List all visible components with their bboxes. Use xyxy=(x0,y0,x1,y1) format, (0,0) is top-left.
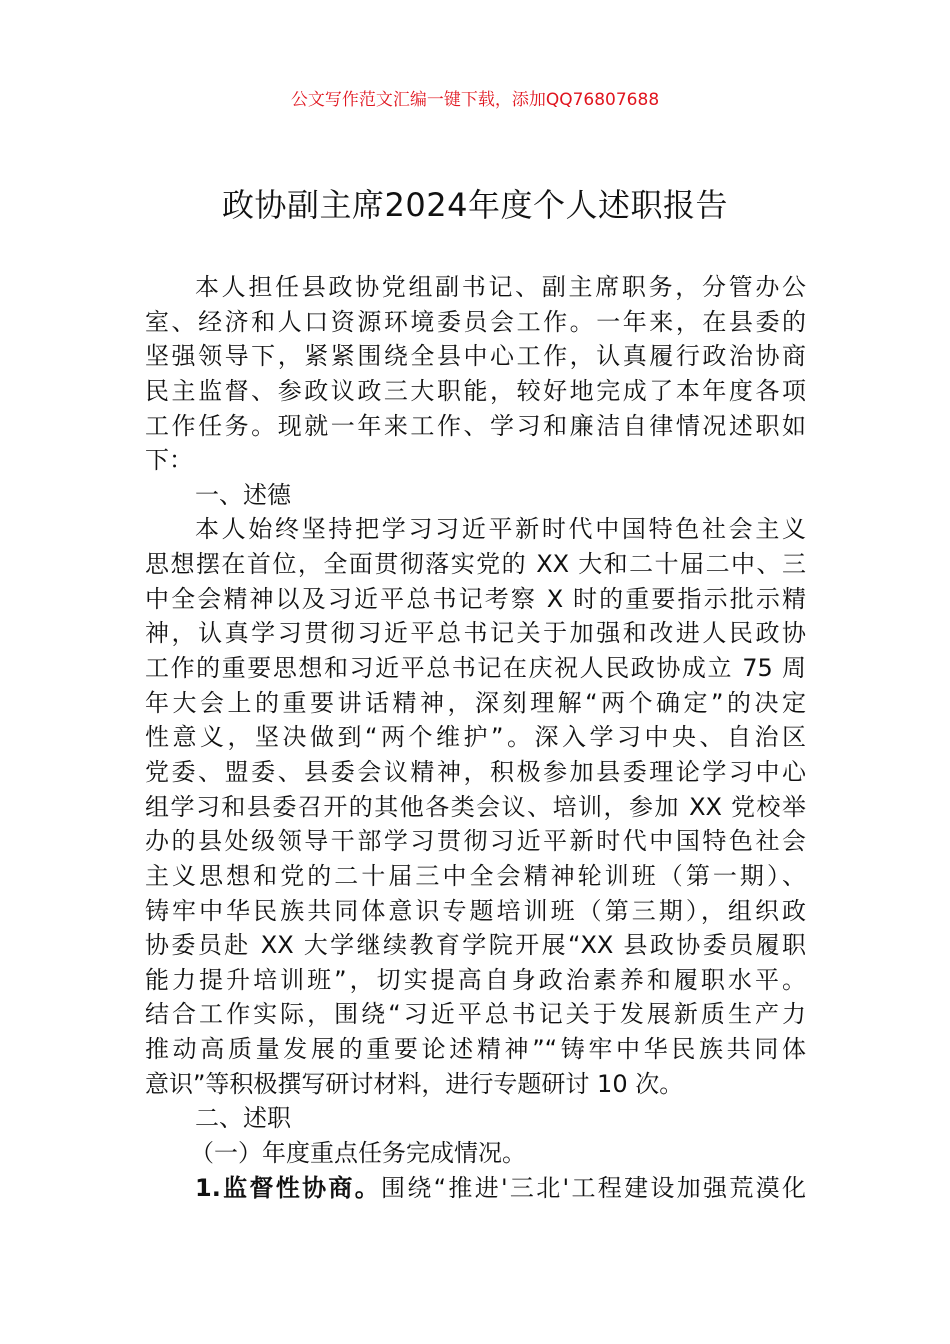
text-line: 下： xyxy=(145,446,193,475)
text-line: 能力提升培训班”，切实提高自身政治素养和履职水平。 xyxy=(145,965,806,994)
item-title: 1.监督性协商。 xyxy=(195,1173,382,1202)
text-line: 推动高质量发展的重要论述精神”“铸牢中华民族共同体 xyxy=(145,1035,806,1064)
section-heading: 一、述德 xyxy=(195,480,291,509)
download-banner: 公文写作范文汇编一键下载，添加QQ76807688 xyxy=(290,90,660,110)
text-line: 工作任务。现就一年来工作、学习和廉洁自律情况述职如 xyxy=(145,411,806,440)
text-line: 坚强领导下，紧紧围绕全县中心工作，认真履行政治协商 xyxy=(145,342,806,371)
text-line: 年大会上的重要讲话精神，深刻理解“两个确定”的决定 xyxy=(145,688,806,717)
text-line: 组学习和县委召开的其他各类会议、培训，参加 XX 党校举 xyxy=(145,792,806,821)
item-text: 围绕“推进'三北'工程建设加强荒漠化 xyxy=(381,1173,806,1202)
section-heading: 二、述职 xyxy=(195,1104,291,1133)
document-body xyxy=(145,270,806,1205)
text-line: 党委、盟委、县委会议精神，积极参加县委理论学习中心 xyxy=(145,757,806,786)
text-line: 神，认真学习贯彻习近平总书记关于加强和改进人民政协 xyxy=(145,619,806,648)
text-line: 结合工作实际，围绕“习近平总书记关于发展新质生产力 xyxy=(145,1000,806,1029)
text-line: 铸牢中华民族共同体意识专题培训班（第三期），组织政 xyxy=(145,896,806,925)
text-line: 协委员赴 XX 大学继续教育学院开展“XX 县政协委员履职 xyxy=(145,931,806,960)
numbered-item-line xyxy=(145,1171,806,1206)
text-line: 本人始终坚持把学习习近平新时代中国特色社会主义 xyxy=(195,515,806,544)
text-line: 意识”等积极撰写研讨材料，进行专题研讨 10 次。 xyxy=(145,1069,684,1098)
subsection-heading: （一）年度重点任务完成情况。 xyxy=(190,1139,526,1168)
text-line: 中全会精神以及习近平总书记考察 X 时的重要指示批示精 xyxy=(145,584,806,613)
text-line: 办的县处级领导干部学习贯彻习近平新时代中国特色社会 xyxy=(145,827,806,856)
text-line: 思想摆在首位，全面贯彻落实党的 XX 大和二十届二中、三 xyxy=(145,550,806,579)
text-line: 性意义，坚决做到“两个维护”。深入学习中央、自治区 xyxy=(145,723,806,752)
document-title: 政协副主席2024年度个人述职报告 xyxy=(222,186,728,224)
text-line: 工作的重要思想和习近平总书记在庆祝人民政协成立 75 周 xyxy=(145,654,806,683)
text-line: 主义思想和党的二十届三中全会精神轮训班（第一期）、 xyxy=(145,861,806,890)
text-line: 本人担任县政协党组副书记、副主席职务，分管办公 xyxy=(195,273,806,301)
text-line: 室、经济和人口资源环境委员会工作。一年来，在县委的 xyxy=(145,307,806,336)
text-line: 民主监督、参政议政三大职能，较好地完成了本年度各项 xyxy=(145,376,806,405)
